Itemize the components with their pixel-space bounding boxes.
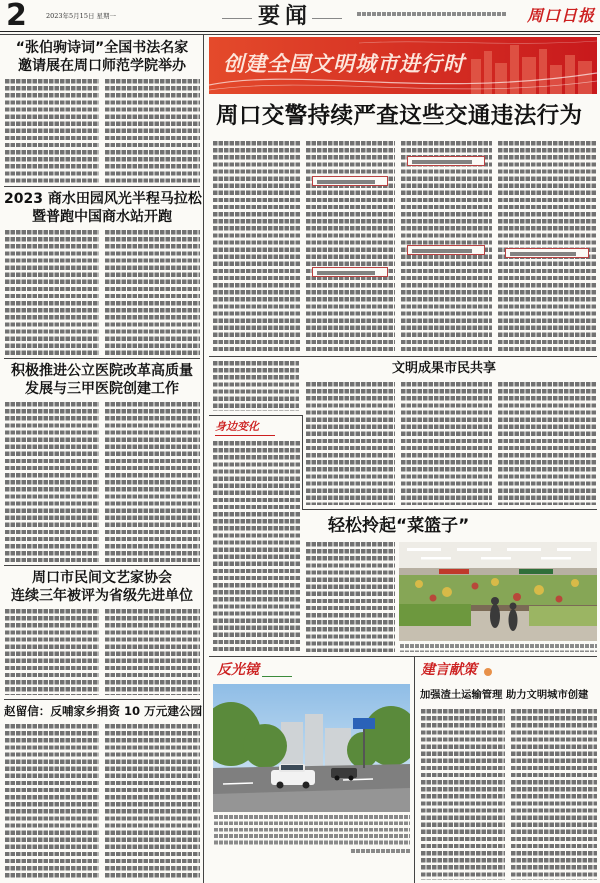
article-separator [302,415,303,509]
tag-swoosh [262,676,292,677]
page-number: 2 [6,0,27,33]
article-subhead [407,156,485,166]
article-subhead [407,245,485,255]
photo-caption [399,644,597,652]
article-body-text [497,382,597,505]
article-subhead [312,267,388,277]
article-body-text [4,79,99,183]
headline-line: “张伯驹诗词”全国书法名家 [15,40,189,56]
headline-line: 赵留信：反哺家乡捐资 10 万元建公园 [4,704,203,718]
article-separator [209,415,302,416]
headline-line: 发展与三甲医院创建工作 [25,381,179,397]
article-body-text [104,402,200,562]
column-tag-suggestions: 建言献策 [421,662,477,678]
article-body-text [510,709,597,880]
headline-marathon [4,190,200,226]
article-body-text [212,441,300,652]
headline-line: 2023 商水田园风光半程马拉松 [4,191,202,207]
photo-caption [213,815,410,847]
subhead-text [510,252,576,256]
article-separator [302,509,597,510]
headline-folk-artists [4,569,200,605]
subhead-text [412,249,472,253]
subhead-text [317,271,375,275]
section-deco-right [312,18,342,19]
headline-line: 邀请展在周口师范学院举办 [18,58,186,74]
article-body-text [400,382,492,505]
street-photo [213,684,410,812]
article-separator [4,358,200,359]
article-body-text [305,542,395,652]
article-body-text [4,724,99,880]
masthead-rule-thin [0,34,600,35]
headline-line: 暨普跑中国商水站开跑 [32,209,172,225]
article-body-text [104,609,200,695]
civilization-banner [209,37,597,94]
article-separator [4,565,200,566]
masthead-rule [0,31,600,32]
article-body-text [420,709,505,880]
market-photo [399,542,597,641]
article-subhead [312,176,388,186]
article-separator [4,186,200,187]
tag-underline [215,435,275,436]
headline-line: 积极推进公立医院改革高质量 [11,363,193,379]
issue-date: 2023年5月15日 星期一 [46,12,117,20]
civility-headline: 文明成果市民共享 [392,361,497,376]
banner-title: 创建全国文明城市进行时 [223,51,465,76]
article-body-text [104,79,200,183]
photo-credit [350,849,410,855]
article-separator [4,699,200,700]
column-divider [414,656,415,883]
headline-hospital-reform [4,362,200,398]
column-tag-changes: 身边变化 [215,420,259,433]
headline-calligraphy-exhibition [4,39,200,75]
suggestion-headline: 加强渣土运输管理 助力文明城市创建 [420,689,589,701]
headline-line: 连续三年被评为省级先进单位 [11,588,193,604]
headline-park-donation [4,703,203,719]
column-divider [203,35,204,883]
traffic-headline: 周口交警持续严查这些交通违法行为 [216,103,583,129]
article-body-text [104,724,200,880]
editor-credits [356,12,506,17]
article-body-text [4,402,99,562]
tag-ornament [484,668,492,676]
section-title: 要闻 [258,4,313,29]
article-body-text [104,230,200,355]
article-body-text [305,141,395,354]
article-separator [209,356,597,357]
article-body-text [212,141,300,354]
headline-line: 周口市民间文艺家协会 [32,570,172,586]
article-body-text [305,382,395,505]
masthead [0,0,600,34]
paper-logo: 周口日报 [527,6,596,25]
subhead-text [317,180,375,184]
article-body-text [4,609,99,695]
article-body-text [4,230,99,355]
article-subhead [505,248,589,258]
article-body-text [212,361,299,411]
article-separator [209,656,597,657]
basket-headline: 轻松拎起“菜篮子” [328,516,470,536]
subhead-text [412,160,472,164]
section-deco-left [222,18,252,19]
column-tag-mirror: 反光镜 [217,662,259,678]
